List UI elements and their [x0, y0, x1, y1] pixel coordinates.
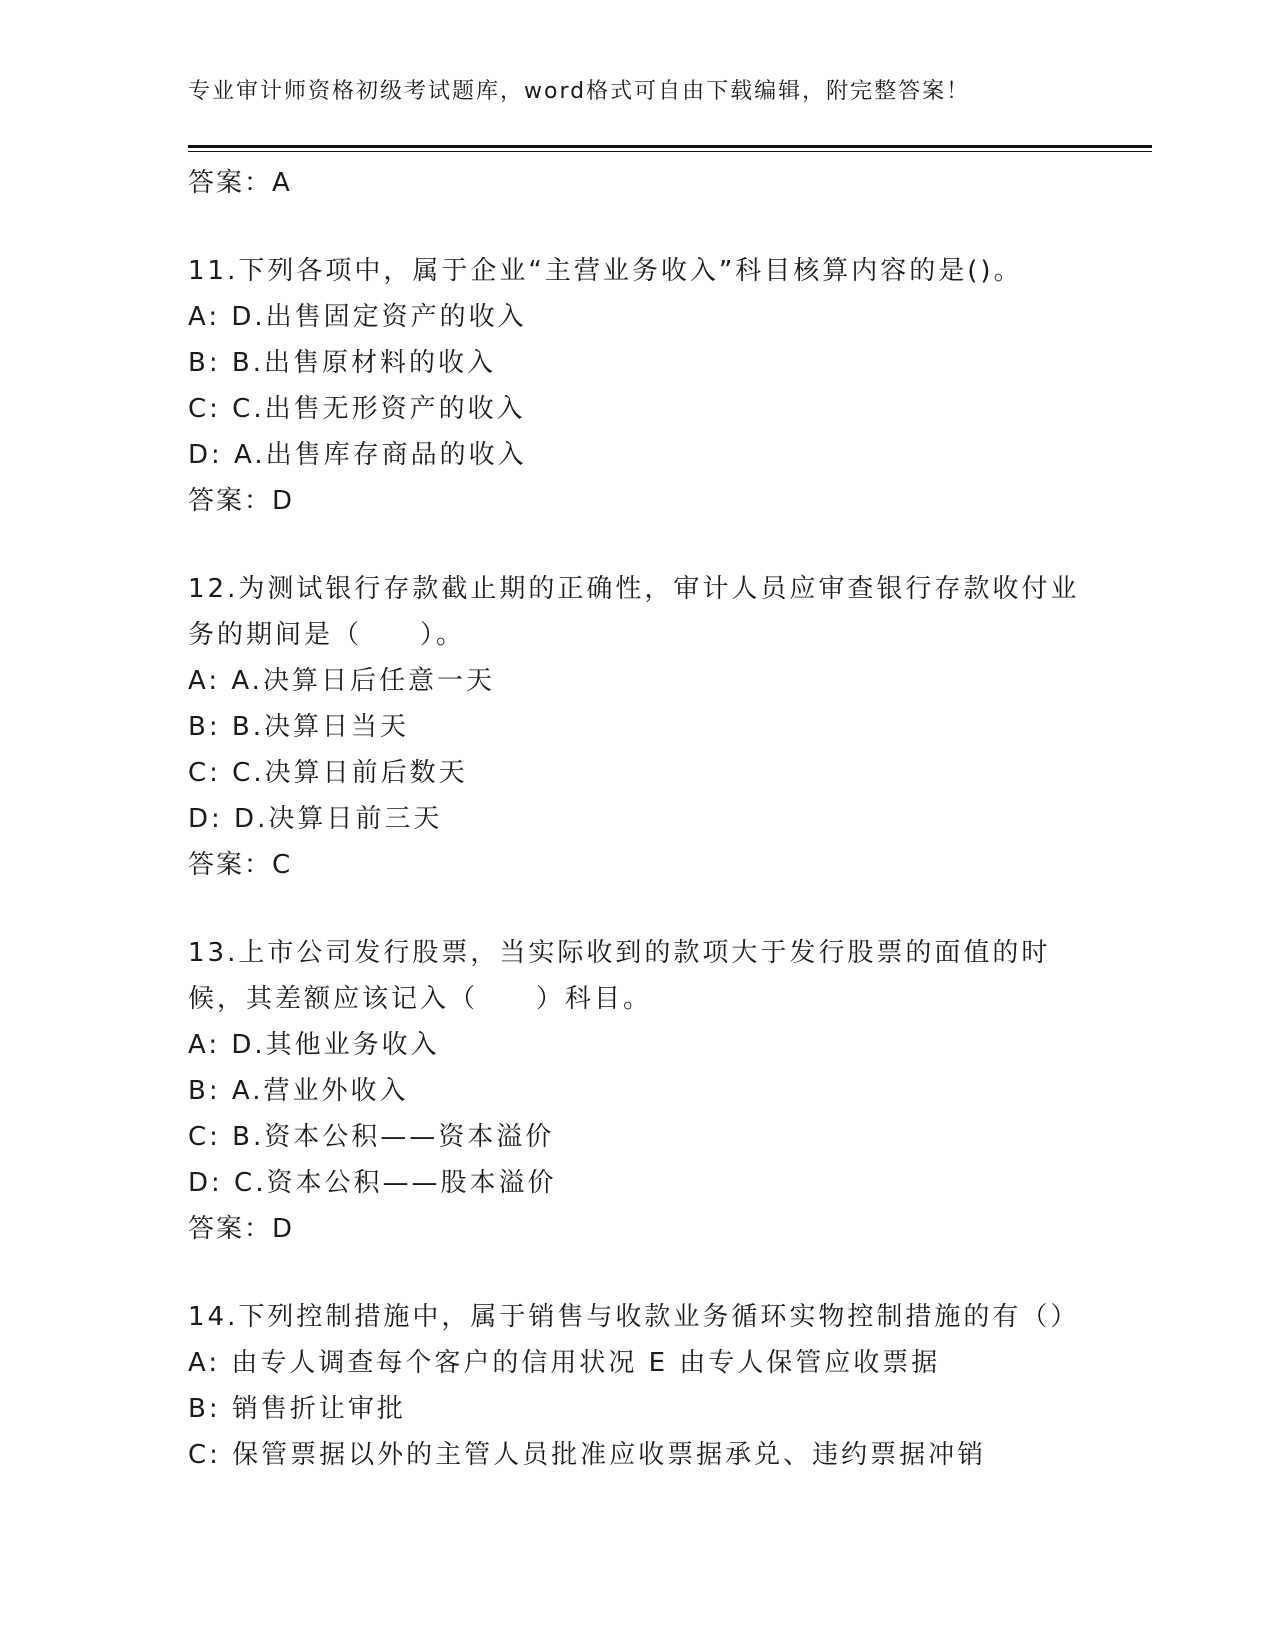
option-b: B: B.决算日当天	[188, 712, 409, 742]
option-b: B: 销售折让审批	[188, 1394, 406, 1424]
option-a: A: A.决算日后任意一天	[188, 666, 495, 696]
question-stem: 11.下列各项中，属于企业“主营业务收入”科目核算内容的是()。	[188, 256, 1023, 286]
question-block	[188, 1294, 1088, 1478]
option-b: B: B.出售原材料的收入	[188, 348, 496, 378]
answer-line: 答案：A	[188, 168, 292, 198]
question-stem: 13.上市公司发行股票，当实际收到的款项大于发行股票的面值的时候，其差额应该记入（ ）科目。	[188, 938, 1051, 1014]
option-c: C: C.决算日前后数天	[188, 758, 468, 788]
option-d: D: C.资本公积——股本溢价	[188, 1168, 557, 1198]
option-d: D: A.出售库存商品的收入	[188, 440, 527, 470]
question-block	[188, 566, 1088, 888]
header-rule-thick	[188, 145, 1152, 148]
question-list	[188, 160, 1088, 1478]
option-c: C: B.资本公积——资本溢价	[188, 1122, 555, 1152]
answer-line: 答案：D	[188, 1214, 295, 1244]
option-c: C: 保管票据以外的主管人员批准应收票据承兑、违约票据冲销	[188, 1440, 987, 1470]
option-b: B: A.营业外收入	[188, 1076, 409, 1106]
option-c: C: C.出售无形资产的收入	[188, 394, 526, 424]
answer-line: 答案：C	[188, 850, 293, 880]
option-a: A: 由专人调查每个客户的信用状况 E 由专人保管应收票据	[188, 1348, 941, 1378]
question-block	[188, 930, 1088, 1252]
page-header: 专业审计师资格初级考试题库，word格式可自由下载编辑，附完整答案！	[188, 79, 971, 104]
answer-line: 答案：D	[188, 486, 295, 516]
question-stem: 12.为测试银行存款截止期的正确性，审计人员应审查银行存款收付业务的期间是（ ）。	[188, 574, 1080, 650]
option-d: D: D.决算日前三天	[188, 804, 443, 834]
question-block	[188, 248, 1088, 524]
option-a: A: D.出售固定资产的收入	[188, 302, 527, 332]
option-a: A: D.其他业务收入	[188, 1030, 440, 1060]
question-stem: 14.下列控制措施中，属于销售与收款业务循环实物控制措施的有（）	[188, 1302, 1080, 1332]
header-rule-thin	[188, 151, 1152, 152]
